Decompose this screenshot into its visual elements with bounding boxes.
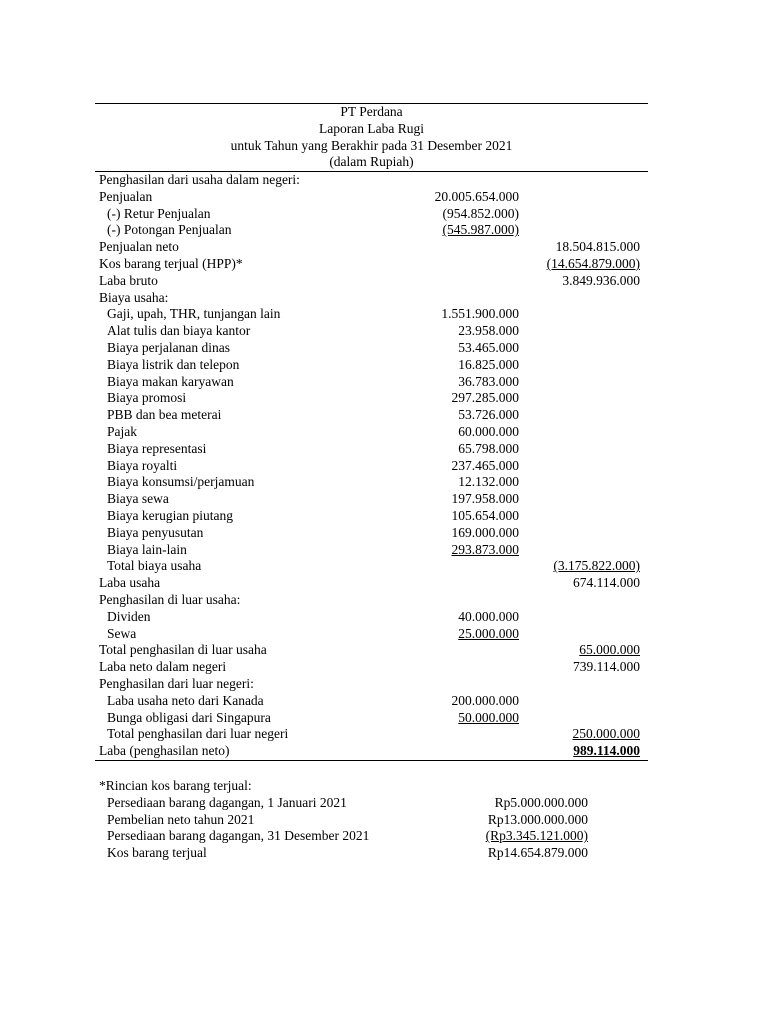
row-label: Kos barang terjual (HPP)* — [99, 255, 243, 271]
row-label: Biaya penyusutan — [107, 524, 204, 540]
row-label: Laba neto dalam negeri — [99, 659, 227, 675]
row-canada-income — [95, 693, 648, 710]
row-label: Alat tulis dan biaya kantor — [107, 323, 251, 339]
row-label: Biaya kerugian piutang — [107, 507, 233, 523]
row-total: 3.849.936.000 — [562, 272, 640, 288]
notes-row — [95, 795, 648, 812]
row-amount: 105.654.000 — [451, 507, 519, 523]
row-dividend — [95, 609, 648, 626]
row-expense — [95, 340, 648, 357]
row-amount: 169.000.000 — [451, 524, 519, 540]
row-expense — [95, 525, 648, 542]
notes-label: Persediaan barang dagangan, 31 Desember 2021 — [107, 828, 370, 844]
row-domestic-net-profit — [95, 659, 648, 676]
row-operating-profit — [95, 575, 648, 592]
notes-label: Kos barang terjual — [107, 845, 207, 861]
row-label: Biaya sewa — [107, 491, 169, 507]
notes-value: Rp13.000.000.000 — [487, 811, 588, 827]
row-total-non-operating — [95, 642, 648, 659]
row-label: Laba usaha neto dari Kanada — [107, 692, 264, 708]
row-amount: (954.852.000) — [442, 205, 519, 221]
row-amount: 65.798.000 — [458, 440, 519, 456]
row-amount: 60.000.000 — [458, 423, 519, 439]
row-label: Laba usaha — [99, 575, 161, 591]
row-amount: 53.726.000 — [458, 407, 519, 423]
row-label: Biaya listrik dan telepon — [107, 356, 240, 372]
section-non-operating-income — [95, 592, 648, 609]
row-label: Biaya usaha: — [99, 289, 169, 305]
row-expense — [95, 474, 648, 491]
row-label: Biaya lain-lain — [107, 541, 187, 557]
notes-value: Rp5.000.000.000 — [494, 794, 588, 810]
row-cogs — [95, 256, 648, 273]
row-expense — [95, 491, 648, 508]
notes-row — [95, 828, 648, 845]
row-total: 739.114.000 — [573, 659, 640, 675]
report-title: Laporan Laba Rugi — [319, 120, 424, 136]
row-expense — [95, 306, 648, 323]
row-net-income — [95, 743, 648, 760]
row-label: Biaya perjalanan dinas — [107, 339, 230, 355]
row-amount: 50.000.000 — [458, 709, 519, 725]
row-label: Biaya makan karyawan — [107, 373, 234, 389]
row-label: Total penghasilan di luar usaha — [99, 642, 267, 658]
notes-label: Persediaan barang dagangan, 1 Januari 2021 — [107, 794, 347, 810]
row-total: (14.654.879.000) — [546, 255, 640, 271]
row-expense — [95, 458, 648, 475]
report-period: untuk Tahun yang Berakhir pada 31 Desember 2021 — [230, 137, 513, 153]
row-total: 250.000.000 — [572, 726, 640, 742]
row-amount: 36.783.000 — [458, 373, 519, 389]
row-amount: 40.000.000 — [458, 608, 519, 624]
row-sales-returns — [95, 206, 648, 223]
row-amount: 293.873.000 — [451, 541, 519, 557]
row-total-operating-expenses — [95, 558, 648, 575]
row-expense — [95, 441, 648, 458]
row-label: Biaya promosi — [107, 390, 187, 406]
section-domestic-income — [95, 172, 648, 189]
row-amount: 12.132.000 — [458, 474, 519, 490]
row-label: Dividen — [107, 608, 151, 624]
notes-value: (Rp3.345.121.000) — [485, 828, 588, 844]
notes-row — [95, 812, 648, 829]
row-label: Penghasilan dari usaha dalam negeri: — [99, 172, 300, 187]
row-label: Biaya representasi — [107, 440, 207, 456]
row-amount: 16.825.000 — [458, 356, 519, 372]
company-name: PT Perdana — [340, 104, 403, 119]
report-unit: (dalam Rupiah) — [329, 154, 414, 170]
row-label: Bunga obligasi dari Singapura — [107, 709, 271, 725]
row-label: Pajak — [107, 423, 137, 439]
row-label: Penghasilan di luar usaha: — [99, 591, 241, 607]
row-label: Sewa — [107, 625, 137, 641]
row-label: Total penghasilan dari luar negeri — [107, 726, 289, 742]
row-amount: (545.987.000) — [442, 222, 519, 238]
row-sales-discounts — [95, 222, 648, 239]
row-amount: 297.285.000 — [451, 390, 519, 406]
row-expense — [95, 424, 648, 441]
notes-label: Pembelian neto tahun 2021 — [107, 811, 255, 827]
row-gross-profit — [95, 273, 648, 290]
row-expense — [95, 508, 648, 525]
row-label: PBB dan bea meterai — [107, 407, 222, 423]
row-total: 65.000.000 — [579, 642, 640, 658]
row-rent — [95, 626, 648, 643]
row-total: 989.114.000 — [573, 743, 640, 759]
row-expense — [95, 374, 648, 391]
row-total: 18.504.815.000 — [555, 239, 640, 255]
row-expense — [95, 542, 648, 559]
row-total-foreign-income — [95, 726, 648, 743]
notes-title-text: *Rincian kos barang terjual: — [99, 778, 252, 793]
row-expense — [95, 357, 648, 374]
bottom-rule — [95, 760, 648, 761]
row-amount: 200.000.000 — [451, 692, 519, 708]
row-amount: 197.958.000 — [451, 491, 519, 507]
row-expense — [95, 407, 648, 424]
row-singapore-bond-interest — [95, 710, 648, 727]
row-amount: 20.005.654.000 — [434, 188, 519, 204]
section-foreign-income — [95, 676, 648, 693]
row-total: (3.175.822.000) — [553, 558, 640, 574]
row-amount: 23.958.000 — [458, 323, 519, 339]
row-label: Penghasilan dari luar negeri: — [99, 675, 254, 691]
row-expense — [95, 323, 648, 340]
row-label: (-) Retur Penjualan — [107, 205, 211, 221]
row-expense — [95, 390, 648, 407]
row-total: 674.114.000 — [573, 575, 640, 591]
row-sales — [95, 189, 648, 206]
notes-row — [95, 845, 648, 862]
statement-header — [95, 104, 648, 171]
row-label: Penjualan neto — [99, 239, 179, 255]
section-operating-expenses — [95, 290, 648, 307]
row-net-sales — [95, 239, 648, 256]
row-amount: 1.551.900.000 — [441, 306, 519, 322]
row-label: Gaji, upah, THR, tunjangan lain — [107, 306, 281, 322]
row-label: Penjualan — [99, 188, 153, 204]
notes-value: Rp14.654.879.000 — [487, 845, 588, 861]
row-amount: 53.465.000 — [458, 339, 519, 355]
row-label: Biaya konsumsi/perjamuan — [107, 474, 255, 490]
row-label: Biaya royalti — [107, 457, 178, 473]
row-label: (-) Potongan Penjualan — [107, 222, 232, 238]
notes-title — [95, 778, 648, 795]
row-label: Total biaya usaha — [107, 558, 202, 574]
row-label: Laba (penghasilan neto) — [99, 743, 230, 759]
row-amount: 237.465.000 — [451, 457, 519, 473]
cogs-notes — [95, 778, 648, 862]
row-amount: 25.000.000 — [458, 625, 519, 641]
row-label: Laba bruto — [99, 272, 158, 288]
statement-table — [95, 172, 648, 760]
